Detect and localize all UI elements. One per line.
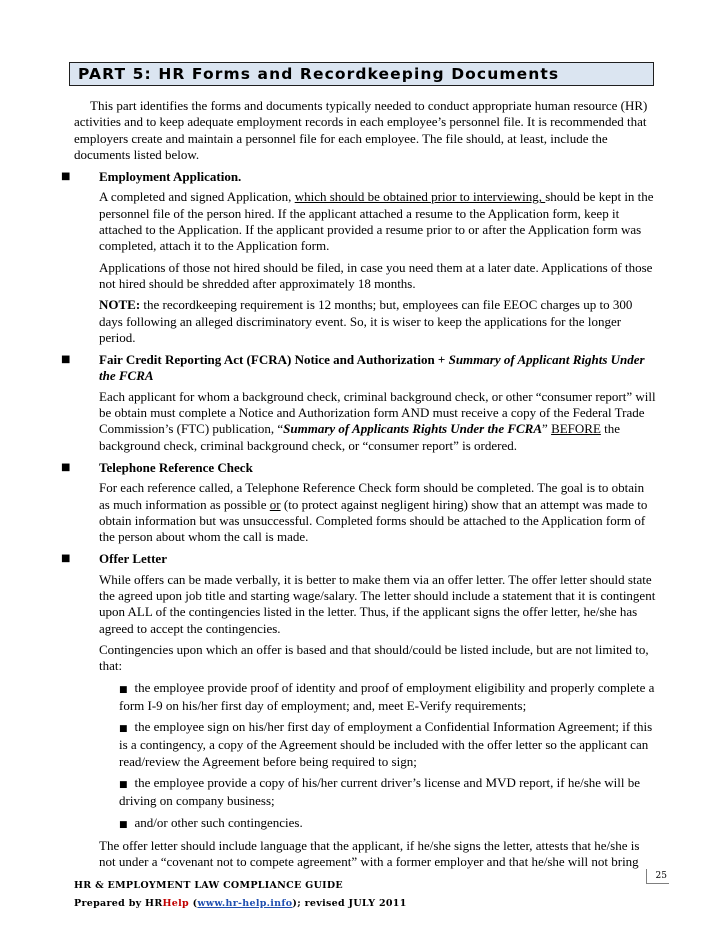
page-number: 25: [646, 869, 669, 884]
fcra-paragraph: Each applicant for whom a background check, criminal background check, or other “consumer report” will be obtain must complete a Notice and Authorization form AND must receive a copy of the Federal Trade Commission’s (FTC) publication, “Summary of Applicants Rights Under the FCRA” BEFORE the background check, criminal background check, or “consumer report” is ordered.: [99, 388, 656, 453]
website-link[interactable]: www.hr-help.info: [197, 898, 293, 909]
square-bullet-icon: ■: [119, 819, 128, 830]
section-fcra: [61, 352, 657, 454]
square-bullet-icon: ■: [119, 724, 128, 735]
contingency-item: ■ the employee sign on his/her first day of employment a Confidential Information Agreement; if this is a contingency, a copy of the Agreement should be included with the offer letter so the applicant can read/review the Agreement before being required to sign;: [119, 719, 653, 769]
footer-prepared-by: Prepared by HRHelp (www.hr-help.info); revised JULY 2011: [74, 898, 407, 909]
section-telephone-reference: [61, 459, 657, 545]
telephone-reference-title: Telephone Reference Check: [99, 459, 253, 475]
offer-letter-title: Offer Letter: [99, 551, 167, 567]
document-body: [61, 98, 657, 870]
page-footer: [74, 877, 407, 913]
employment-application-title: Employment Application.: [99, 169, 242, 185]
section-header: [69, 62, 654, 86]
section-employment-application: [61, 169, 657, 346]
square-bullet-icon: ■: [61, 553, 71, 565]
contingency-item: ■ the employee provide proof of identity and proof of employment eligibility and properly complete a form I-9 on his/her first day of employment; and, meet E-Verify requirements;: [119, 679, 655, 713]
square-bullet-icon: ■: [119, 779, 128, 790]
contingency-item: ■ and/or other such contingencies.: [119, 814, 303, 830]
section-offer-letter: [61, 551, 657, 870]
employment-application-paragraph: A completed and signed Application, which should be obtained prior to interviewing, should be kept in the personnel file of the person hired. If the applicant attached a resume to the Application form, keep it attached to the Application. If the applicant provided a resume prior to or after the Application form was completed, attach it to the Application form.: [99, 189, 654, 254]
square-bullet-icon: ■: [61, 461, 71, 473]
fcra-title: Fair Credit Reporting Act (FCRA) Notice and Authorization + Summary of Applicant Rights Under the FCRA: [99, 352, 645, 384]
brand-name: Help: [162, 898, 190, 909]
telephone-reference-paragraph: For each reference called, a Telephone Reference Check form should be completed. The goal is to obtain as much information as possible or (to protect against negligent hiring) show that an attempt was made to obtain information but was unsuccessful. Completed forms should be attached to the Application form of the person about whom the call is made.: [99, 480, 648, 545]
underlined-phrase: which should be obtained prior to interviewing,: [294, 189, 546, 205]
offer-letter-language-paragraph: The offer letter should include language that the applicant, if he/she signs the letter, attests that he/she is not under a “covenant not to compete agreement” with a former employer and that he/she will not bring: [99, 837, 640, 870]
contingency-item: ■ the employee provide a copy of his/her current driver’s license and MVD report, if he/she will be driving on company business;: [119, 774, 641, 809]
footer-guide-title: HR & EMPLOYMENT LAW COMPLIANCE GUIDE: [74, 880, 343, 891]
section-title: PART 5: HR Forms and Recordkeeping Documents: [78, 65, 560, 83]
contingencies-paragraph: Contingencies upon which an offer is based and that should/could be listed include, but are not limited to, that:: [99, 641, 649, 674]
square-bullet-icon: ■: [61, 354, 71, 366]
applications-not-hired-paragraph: Applications of those not hired should be filed, in case you need them at a later date. Applications of those not hired should be shredded after approximately 18 months.: [99, 259, 653, 291]
square-bullet-icon: ■: [61, 171, 71, 183]
note-paragraph: NOTE: the recordkeeping requirement is 12 months; but, employees can file EEOC charges up to 300 days following an alleged discriminatory event. So, it is wiser to keep the applications for the longer period.: [99, 297, 633, 345]
intro-paragraph: This part identifies the forms and documents typically needed to conduct appropriate human resource (HR) activities and to keep adequate employment records in each employee’s personnel file. It is recommended that employers create and maintain a personnel file for each employee. The file should, at least, include the documents listed below.: [74, 98, 648, 162]
offer-letter-paragraph: While offers can be made verbally, it is better to make them via an offer letter. The offer letter should state the agreed upon job title and starting wage/salary. The letter should include a statement that it is contingent upon ALL of the contingencies listed in the letter. Thus, if the applicant signs the offer letter, he/she has agreed to accept the contingencies.: [99, 571, 656, 636]
note-label: NOTE:: [99, 297, 141, 313]
square-bullet-icon: ■: [119, 684, 128, 695]
